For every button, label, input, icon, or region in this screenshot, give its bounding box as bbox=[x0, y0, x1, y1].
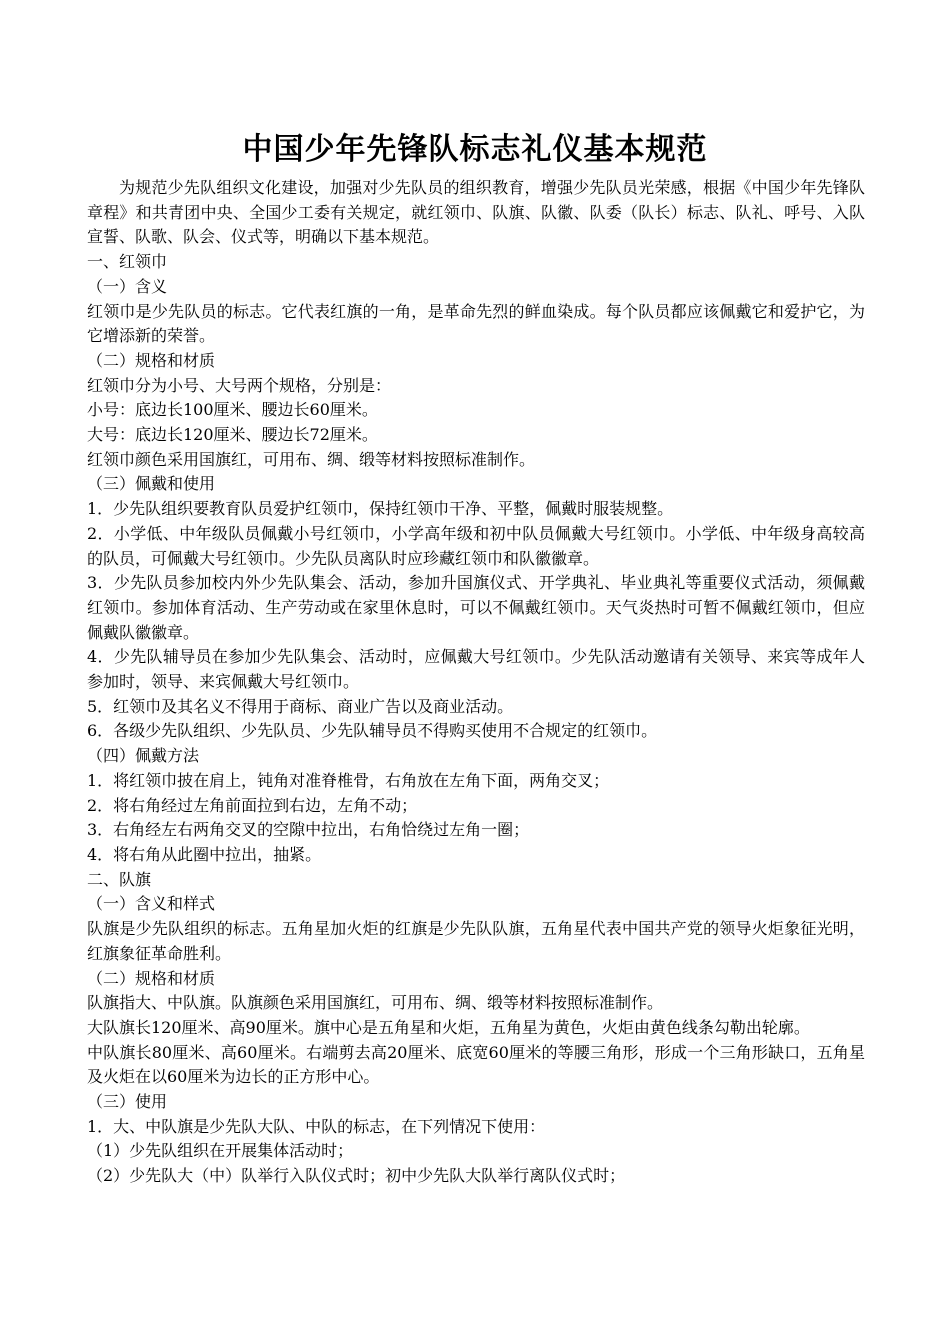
list-item: （1）少先队组织在开展集体活动时； bbox=[87, 1141, 354, 1161]
list-item: 5．红领巾及其名义不得用于商标、商业广告以及商业活动。 bbox=[87, 696, 514, 716]
list-item: 2．小学低、中年级队员佩戴小号红领巾，小学高年级和初中队员佩戴大号红领巾。小学低、中年级身高较高的队员，可佩戴大号红领巾。少先队员离队时应珍藏红领巾和队徽徽章。 bbox=[87, 523, 865, 568]
list-item: 6．各级少先队组织、少先队员、少先队辅导员不得购买使用不合规定的红领巾。 bbox=[87, 721, 658, 741]
section-heading: 二、队旗 bbox=[87, 869, 152, 889]
subsection-heading: （一）含义 bbox=[87, 276, 168, 296]
subsection-heading: （四）佩戴方法 bbox=[87, 746, 200, 766]
list-item: 2．将右角经过左角前面拉到右边，左角不动； bbox=[87, 795, 418, 815]
list-item: 4．将右角从此圈中拉出，抽紧。 bbox=[87, 844, 322, 864]
paragraph: 红领巾是少先队员的标志。它代表红旗的一角，是革命先烈的鲜血染成。每个队员都应该佩戴它和爱护它，为它增添新的荣誉。 bbox=[87, 301, 865, 346]
paragraph: 队旗是少先队组织的标志。五角星加火炬的红旗是少先队队旗，五角星代表中国共产党的领导火炬象征光明，红旗象征革命胜利。 bbox=[87, 919, 865, 963]
list-item: 4．少先队辅导员在参加少先队集会、活动时，应佩戴大号红领巾。少先队活动邀请有关领导、来宾等成年人参加时，领导、来宾佩戴大号红领巾。 bbox=[87, 647, 865, 692]
list-item: 3．少先队员参加校内外少先队集会、活动，参加升国旗仪式、开学典礼、毕业典礼等重要仪式活动，须佩戴红领巾。参加体育活动、生产劳动或在家里休息时，可以不佩戴红领巾。天气炎热时可暂不佩戴红领巾，但应佩戴队徽徽章。 bbox=[87, 573, 865, 642]
subsection-heading: （一）含义和样式 bbox=[87, 894, 216, 914]
subsection-heading: （三）佩戴和使用 bbox=[87, 474, 216, 494]
paragraph: 队旗指大、中队旗。队旗颜色采用国旗红，可用布、绸、缎等材料按照标准制作。 bbox=[87, 993, 664, 1013]
paragraph: 中队旗长80厘米、高60厘米。右端剪去高20厘米、底宽60厘米的等腰三角形，形成一个三角形缺口，五角星及火炬在以60厘米为边长的正方形中心。 bbox=[87, 1042, 865, 1087]
subsection-heading: （二）规格和材质 bbox=[87, 350, 216, 370]
paragraph: 大号：底边长120厘米、腰边长72厘米。 bbox=[87, 425, 378, 445]
list-item: 1．大、中队旗是少先队大队、中队的标志，在下列情况下使用： bbox=[87, 1116, 546, 1136]
list-item: 3．右角经左右两角交叉的空隙中拉出，右角恰绕过左角一圈； bbox=[87, 820, 530, 840]
list-item: 1．将红领巾披在肩上，钝角对准脊椎骨，右角放在左角下面，两角交叉； bbox=[87, 770, 610, 790]
list-item: （2）少先队大（中）队举行入队仪式时；初中少先队大队举行离队仪式时； bbox=[87, 1166, 626, 1186]
paragraph: 红领巾颜色采用国旗红，可用布、绸、缎等材料按照标准制作。 bbox=[87, 449, 536, 469]
list-item: 1．少先队组织要教育队员爱护红领巾，保持红领巾干净、平整，佩戴时服装规整。 bbox=[87, 499, 674, 519]
intro-paragraph: 为规范少先队组织文化建设，加强对少先队员的组织教育，增强少先队员光荣感，根据《中国少年先锋队章程》和共青团中央、全国少工委有关规定，就红领巾、队旗、队徽、队委（队长）标志、队礼、呼号、入队宣誓、队歌、队会、仪式等，明确以下基本规范。 bbox=[87, 178, 865, 247]
subsection-heading: （二）规格和材质 bbox=[87, 968, 216, 988]
document-body bbox=[87, 176, 865, 1189]
paragraph: 小号：底边长100厘米、腰边长60厘米。 bbox=[87, 400, 378, 420]
paragraph: 红领巾分为小号、大号两个规格，分别是： bbox=[87, 375, 392, 395]
document-title: 中国少年先锋队标志礼仪基本规范 bbox=[242, 132, 708, 167]
paragraph: 大队旗长120厘米、高90厘米。旗中心是五角星和火炬，五角星为黄色，火炬由黄色线条勾勒出轮廓。 bbox=[87, 1017, 810, 1037]
subsection-heading: （三）使用 bbox=[87, 1092, 168, 1112]
section-heading: 一、红领巾 bbox=[87, 252, 168, 272]
